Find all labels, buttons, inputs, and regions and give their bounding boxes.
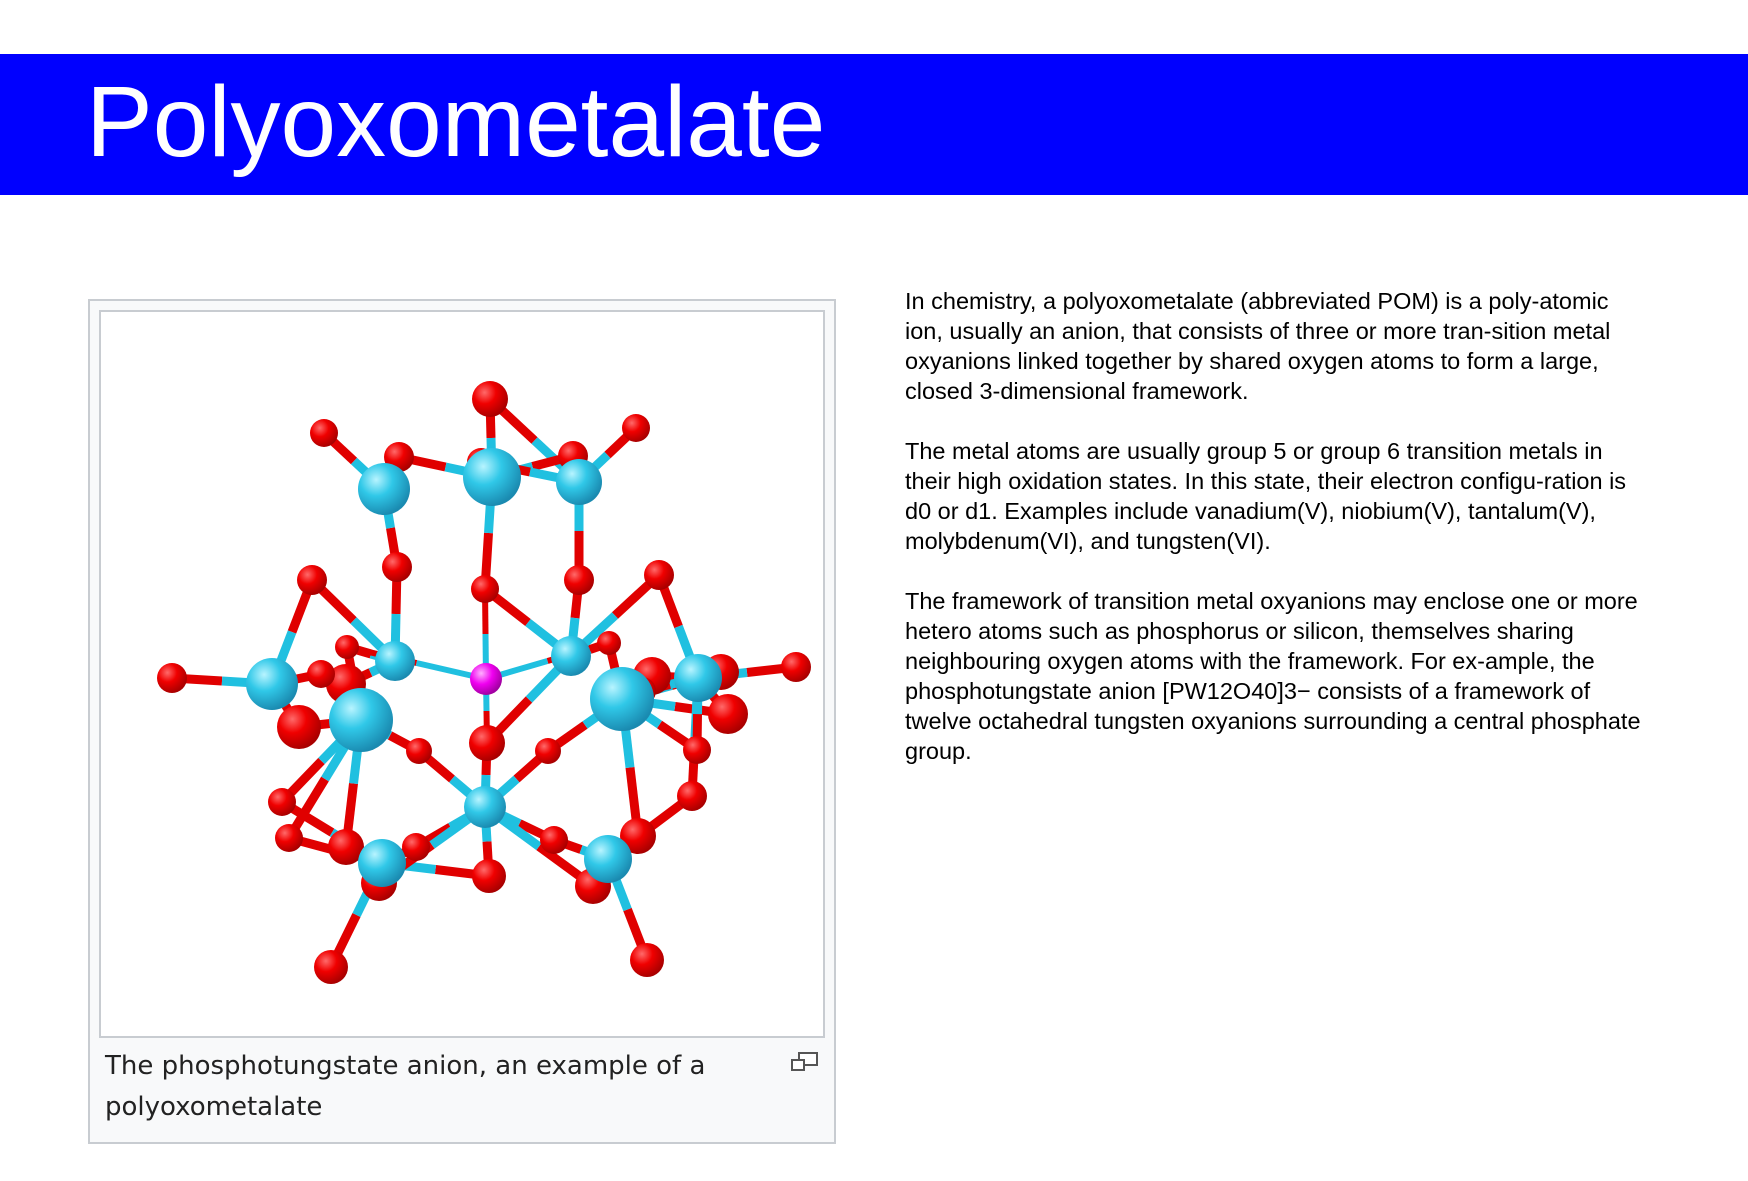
oxygen-atom-11: [157, 663, 187, 693]
tungsten-atom-1: [463, 448, 521, 506]
oxygen-atom-19: [406, 738, 432, 764]
oxygen-atom-12: [781, 652, 811, 682]
oxygen-atom-29: [472, 859, 506, 893]
tungsten-atom-6: [329, 688, 393, 752]
oxygen-atom-32: [314, 950, 348, 984]
oxygen-atom-13: [277, 705, 321, 749]
tungsten-atom-5: [246, 658, 298, 710]
oxygen-atom-24: [683, 736, 711, 764]
oxygen-atom-16: [708, 694, 748, 734]
tungsten-atom-8: [674, 654, 722, 702]
slide-title: Polyoxometalate: [86, 66, 826, 178]
oxygen-atom-34: [335, 635, 359, 659]
tungsten-atom-11: [584, 835, 632, 883]
paragraph-definition: In chemistry, a polyoxometalate (abbreviated POM) is a poly-atomic ion, usually an anion, that consists of three or more tran-sition metal oxyanions linked together by shared oxygen atoms to form a large, closed 3-dimensional framework.: [905, 288, 1611, 404]
oxygen-atom-27: [540, 826, 568, 854]
tungsten-atom-10: [358, 839, 406, 887]
oxygen-atom-0: [472, 381, 508, 417]
tungsten-atom-7: [590, 667, 654, 731]
phosphorus-atom: [470, 663, 502, 695]
molecule-image[interactable]: [99, 310, 825, 1038]
tungsten-atom-4: [551, 636, 591, 676]
oxygen-atom-35: [597, 631, 621, 655]
oxygen-atom-1: [310, 419, 338, 447]
tungsten-atom-3: [375, 641, 415, 681]
tungsten-atom-9: [464, 786, 506, 828]
tungsten-atom-2: [556, 459, 602, 505]
phosphotungstate-model: [101, 312, 823, 1036]
oxygen-atom-23: [275, 824, 303, 852]
oxygen-atom-10: [644, 560, 674, 590]
oxygen-atom-6: [297, 565, 327, 595]
oxygen-atom-26: [402, 833, 430, 861]
figure-caption: The phosphotungstate anion, an example of a polyoxometalate: [105, 1051, 706, 1122]
oxygen-atom-20: [535, 738, 561, 764]
tungsten-atom-0: [358, 463, 410, 515]
oxygen-atom-18: [469, 725, 505, 761]
paragraph-metal-atoms: The metal atoms are usually group 5 or group 6 transition metals in their high oxidation states. In this state, their electron configu-ration is d0 or d1. Examples include vanadium(V), niobium(V), tantalum(V), molybdenum(VI), and tungsten(VI).: [905, 438, 1627, 554]
magnify-clip-icon[interactable]: [790, 1051, 820, 1075]
article-text: [905, 286, 1645, 796]
oxygen-atom-2: [622, 414, 650, 442]
paragraph-hetero-atoms: The framework of transition metal oxyanions may enclose one or more hetero atoms such as phosphorus or silicon, themselves sharing neighbouring oxygen atoms with the framework. For ex-ample, the phosphotungstate anion [PW12O40]3− consists of a framework of twelve octahedral tungsten oxyanions surrounding a central phosphate group.: [905, 588, 1641, 764]
figure-thumbnail: [88, 299, 836, 1144]
oxygen-atom-36: [307, 660, 335, 688]
oxygen-atom-21: [268, 788, 296, 816]
oxygen-atom-7: [382, 552, 412, 582]
oxygen-atom-22: [677, 781, 707, 811]
oxygen-atom-8: [471, 575, 499, 603]
oxygen-atom-33: [630, 943, 664, 977]
oxygen-atom-9: [564, 565, 594, 595]
title-bar: [0, 54, 1748, 195]
